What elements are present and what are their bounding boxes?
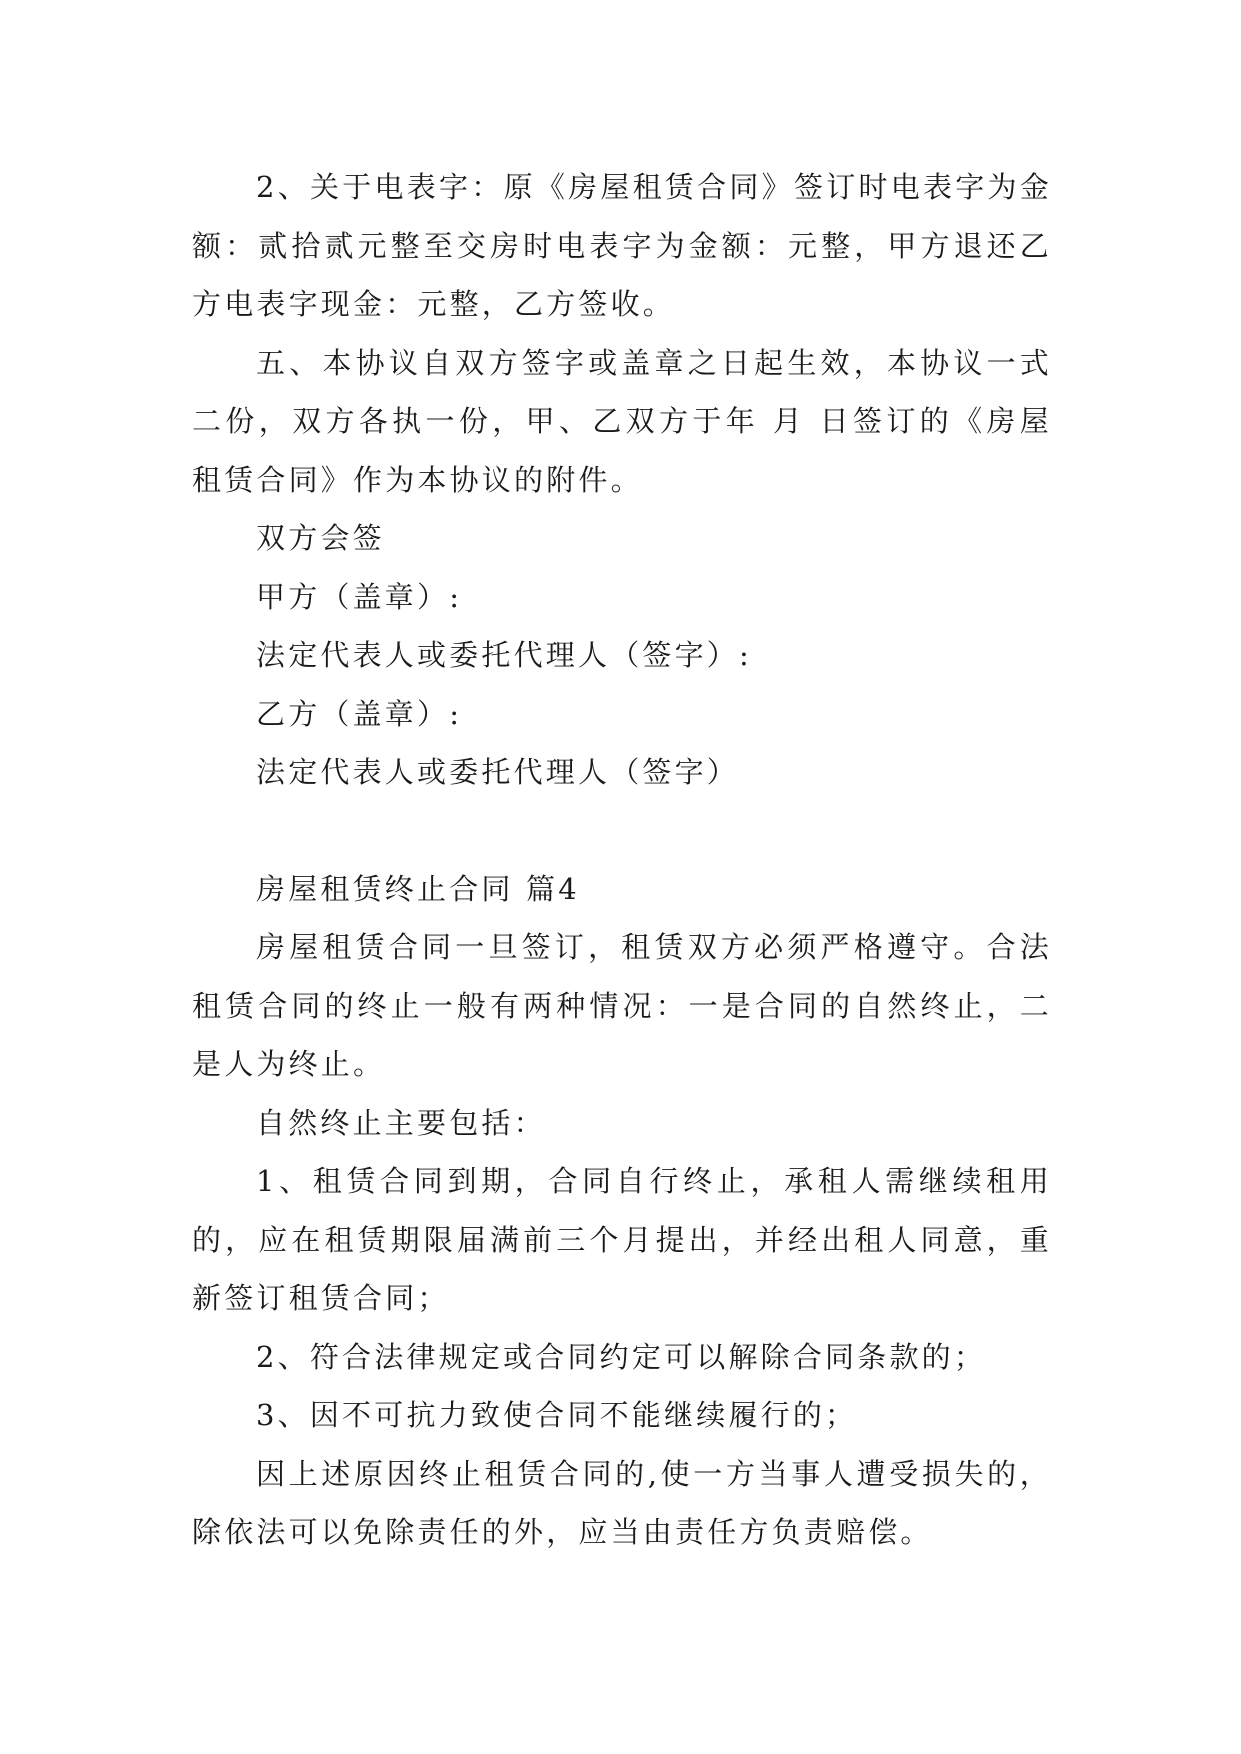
paragraph-party-a-representative: 法定代表人或委托代理人（签字）:: [256, 638, 752, 672]
paragraph-item-3: 3、因不可抗力致使合同不能继续履行的；: [256, 1398, 858, 1432]
document-body: [192, 158, 1052, 1562]
paragraph-meter-clause: 2、关于电表字：原《房屋租赁合同》签订时电表字为金额：贰拾贰元整至交房时电表字为金额：元整，甲方退还乙方电表字现金：元整，乙方签收。: [192, 170, 1052, 321]
paragraph-effective-clause: 五、本协议自双方签字或盖章之日起生效，本协议一式二份，双方各执一份，甲、乙双方于年 月 日签订的《房屋租赁合同》作为本协议的附件。: [192, 345, 1052, 497]
section-heading: 房屋租赁终止合同 篇4: [256, 871, 580, 906]
paragraph-party-a-seal: 甲方（盖章）:: [256, 579, 463, 614]
paragraph-intro: 房屋租赁合同一旦签订，租赁双方必须严格遵守。合法租赁合同的终止一般有两种情况：一是合同的自然终止，二是人为终止。: [192, 930, 1052, 1081]
paragraph-countersign: 双方会签: [256, 521, 385, 555]
paragraph-item-2: 2、符合法律规定或合同约定可以解除合同条款的；: [256, 1339, 987, 1374]
paragraph-compensation: 因上述原因终止租赁合同的,使一方当事人遭受损失的，除依法可以免除责任的外，应当由责任方负责赔偿。: [192, 1456, 1052, 1549]
paragraph-party-b-seal: 乙方（盖章）:: [256, 696, 463, 731]
paragraph-party-b-representative: 法定代表人或委托代理人（签字）: [256, 755, 740, 789]
paragraph-natural-termination: 自然终止主要包括：: [256, 1105, 546, 1140]
paragraph-item-1: 1、租赁合同到期，合同自行终止，承租人需继续租用的，应在租赁期限届满前三个月提出，并经出租人同意，重新签订租赁合同；: [192, 1164, 1052, 1315]
